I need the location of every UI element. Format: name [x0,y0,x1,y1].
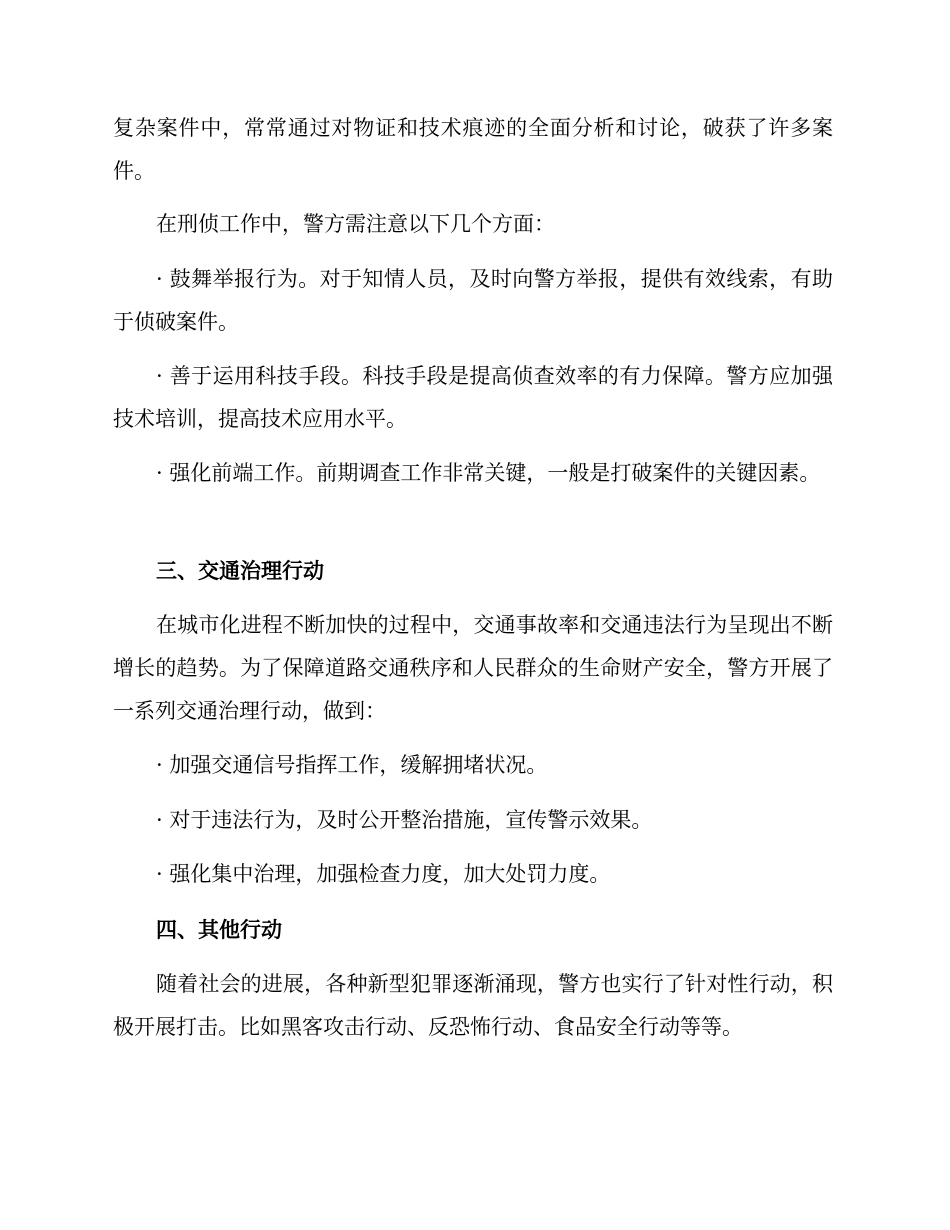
bullet-encourage-reporting: · 鼓舞举报行为。对于知情人员，及时向警方举报，提供有效线索，有助于侦破案件。 [113,267,833,334]
bullet-technology-means: · 善于运用科技手段。科技手段是提高侦查效率的有力保障。警方应加强技术培训，提高技术应用水平。 [113,364,833,431]
paragraph-case-continuation: 复杂案件中，常常通过对物证和技术痕迹的全面分析和讨论，破获了许多案件。 [113,116,833,183]
paragraph-traffic-intro: 在城市化进程不断加快的过程中，交通事故率和交通违法行为呈现出不断增长的趋势。为了保障道路交通秩序和人民群众的生命财产安全，警方开展了一系列交通治理行动，做到： [113,613,833,723]
section-heading-other: 四、其他行动 [156,917,282,942]
paragraph-other-actions: 随着社会的进展，各种新型犯罪逐渐涌现，警方也实行了针对性行动，积极开展打击。比如黑客攻击行动、反恐怖行动、食品安全行动等等。 [113,972,833,1039]
section-heading-traffic: 三、交通治理行动 [156,558,324,583]
bullet-traffic-signals: · 加强交通信号指挥工作，缓解拥堵状况。 [156,753,548,777]
paragraph-investigation-intro: 在刑侦工作中，警方需注意以下几个方面： [156,212,555,236]
bullet-concentrated-governance: · 强化集中治理，加强检查力度，加大处罚力度。 [156,862,611,886]
bullet-violations: · 对于违法行为，及时公开整治措施，宣传警示效果。 [156,808,653,832]
bullet-frontline-work: · 强化前端工作。前期调查工作非常关键，一般是打破案件的关键因素。 [156,461,821,485]
